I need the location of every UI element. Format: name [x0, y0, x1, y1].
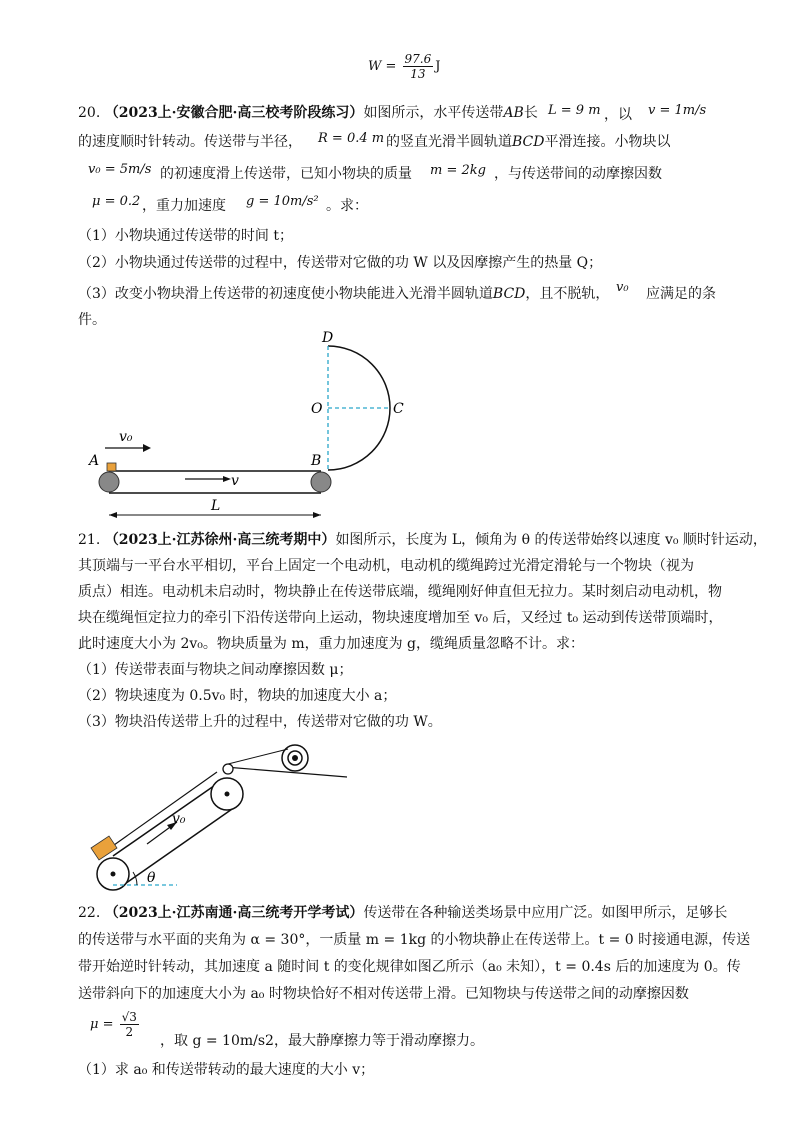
formula-denominator: 13	[410, 67, 426, 81]
q20-sub-3	[78, 284, 609, 304]
label-v0: v₀	[172, 811, 186, 827]
q20-text: ，且不脱轨，	[525, 286, 610, 302]
label-theta: θ	[147, 870, 156, 886]
q20-friction-coeff: μ = 0.2	[92, 194, 141, 209]
v-arrowhead	[223, 476, 231, 482]
belt-upper	[113, 781, 221, 856]
q21-line-2: 其顶端与一平台水平相切，平台上固定一个电动机，电动机的缆绳跨过光滑定滑轮与一个物块（视为	[78, 558, 694, 574]
label-v0: v₀	[119, 429, 133, 445]
q21-text: 如图所示，长度为 L，倾角为 θ 的传送带始终以速度 v₀ 顺时针运动，	[335, 532, 767, 548]
v0-arrowhead	[143, 444, 151, 452]
q21-sub-1: （1）传送带表面与物块之间动摩擦因数 μ；	[78, 662, 353, 678]
q22-number: 22.	[78, 905, 101, 921]
formula-numerator: 97.6	[404, 52, 432, 66]
formula-fraction	[403, 52, 434, 81]
label-A: A	[89, 453, 100, 469]
q20-text: 的速度顺时针转动。传送带与半径，	[78, 134, 302, 150]
q20-line-3	[160, 164, 412, 184]
label-O: O	[311, 401, 323, 417]
q20-text: 。求：	[326, 198, 368, 214]
right-roller	[311, 472, 331, 492]
q20-mass: m = 2kg	[430, 163, 486, 178]
q22-mu-num: √3	[121, 1010, 137, 1024]
q21-sub-3: （3）物块沿传送带上升的过程中，传送带对它做的功 W。	[78, 714, 442, 730]
q21-line-4: 块在缆绳恒定拉力的牵引下沿传送带向上运动，物块速度增加至 v₀ 后，又经过 t₀ 运动到传送带顶端时，	[78, 610, 723, 626]
block	[91, 836, 117, 860]
q22-mu	[90, 1010, 141, 1039]
q21-source: （2023上·江苏徐州·高三统考期中）	[104, 532, 336, 548]
label-L: L	[211, 498, 221, 514]
q20-line-4b	[326, 196, 368, 216]
q20-text: 应满足的条	[646, 286, 716, 302]
q20-text: （3）改变小物块滑上传送带的初速度使小物块能进入光滑半圆轨道	[78, 286, 493, 302]
cable-top	[228, 749, 288, 764]
q21-incline-figure	[85, 732, 375, 892]
q20-line-2	[78, 132, 302, 152]
q22-line-4: 送带斜向下的加速度大小为 a₀ 时物块恰好不相对传送带上滑。已知物块与传送带之间的动摩擦因数	[78, 986, 689, 1002]
q20-text: 的竖直光滑半圆轨道	[386, 134, 512, 150]
q22-sub-1: （1）求 a₀ 和传送带转动的最大速度的大小 v；	[78, 1062, 375, 1078]
q20-bcd: BCD	[512, 134, 545, 150]
platform	[225, 767, 347, 777]
q20-conveyor-figure	[85, 328, 445, 518]
length-arrow-left	[109, 512, 117, 518]
q20-text: 的初速度滑上传送带，已知小物块的质量	[160, 166, 412, 182]
q21-line-1	[78, 530, 767, 550]
q20-text: ，重力加速度	[142, 198, 226, 214]
q20-length: L = 9 m	[548, 103, 601, 118]
q22-line-1	[78, 903, 727, 923]
q20-sub-1: （1）小物块通过传送带的时间 t；	[78, 228, 293, 244]
q22-line-5: ，取 g = 10m/s2，最大静摩擦力等于滑动摩擦力。	[160, 1033, 484, 1049]
top-axle	[225, 792, 230, 797]
q20-line-3b	[494, 164, 662, 184]
q22-text: 传送带在各种输送类场景中应用广泛。如图甲所示，足够长	[363, 905, 728, 921]
q22-line-2: 的传送带与水平面的夹角为 α = 30°，一质量 m = 1kg 的小物块静止在传送带上。t = 0 时接通电源，传送	[78, 932, 751, 948]
q22-mu-lhs: μ =	[90, 1017, 114, 1032]
q20-initial-speed: v₀ = 5m/s	[88, 162, 152, 177]
q20-sub-3b	[646, 284, 716, 304]
q20-v0-symbol: v₀	[616, 280, 629, 295]
label-v: v	[231, 473, 239, 489]
bottom-axle	[111, 872, 116, 877]
label-C: C	[393, 401, 404, 417]
q21-number: 21.	[78, 532, 101, 548]
cable	[107, 772, 217, 850]
pulley	[223, 764, 233, 774]
label-D: D	[322, 330, 334, 346]
left-roller	[99, 472, 119, 492]
q20-radius: R = 0.4 m	[318, 131, 385, 146]
length-arrow-right	[313, 512, 321, 518]
q20-comma: ，以	[604, 107, 632, 123]
q21-sub-2: （2）物块速度为 0.5v₀ 时，物块的加速度大小 a；	[78, 688, 397, 704]
work-formula	[368, 52, 440, 81]
q21-line-3: 质点）相连。电动机未启动时，物块静止在传送带底端，缆绳刚好伸直但无拉力。某时刻启动电动机，物	[78, 584, 722, 600]
q20-belt-speed: v = 1m/s	[648, 103, 707, 118]
label-B: B	[311, 453, 322, 469]
q22-line-3: 带开始逆时针转动，其加速度 a 随时间 t 的变化规律如图乙所示（a₀ 未知），t = 0.4s 后的加速度为 0。传	[78, 959, 741, 975]
q21-line-5: 此时速度大小为 2v₀。物块质量为 m，重力加速度为 g，缆绳质量忽略不计。求：	[78, 636, 585, 652]
q20-text: 平滑连接。小物块以	[544, 134, 671, 150]
q20-text: 如图所示，水平传送带	[363, 105, 504, 121]
q20-source: （2023上·安徽合肥·高三校考阶段练习）	[104, 105, 364, 121]
q22-mu-fraction	[120, 1010, 139, 1039]
block	[107, 463, 116, 471]
q20-line-4	[142, 196, 226, 216]
motor-axle	[292, 755, 298, 761]
q22-mu-den: 2	[125, 1025, 134, 1039]
q20-text: ，与传送带间的动摩擦因数	[494, 166, 662, 182]
q20-ab: AB	[503, 105, 524, 121]
formula-lhs: W =	[368, 59, 397, 74]
q20-text: 长	[523, 105, 538, 121]
q20-sub-2: （2）小物块通过传送带的过程中，传送带对它做的功 W 以及因摩擦产生的热量 Q；	[78, 255, 603, 271]
q20-bcd: BCD	[492, 286, 526, 302]
q20-number: 20.	[78, 105, 101, 121]
q20-line-1	[78, 103, 538, 123]
q22-source: （2023上·江苏南通·高三统考开学考试）	[104, 905, 364, 921]
q20-sub-3c: 件。	[78, 312, 106, 328]
q20-gravity: g = 10m/s²	[246, 194, 319, 209]
formula-unit: J	[435, 59, 441, 74]
q20-line-2b	[386, 132, 670, 152]
